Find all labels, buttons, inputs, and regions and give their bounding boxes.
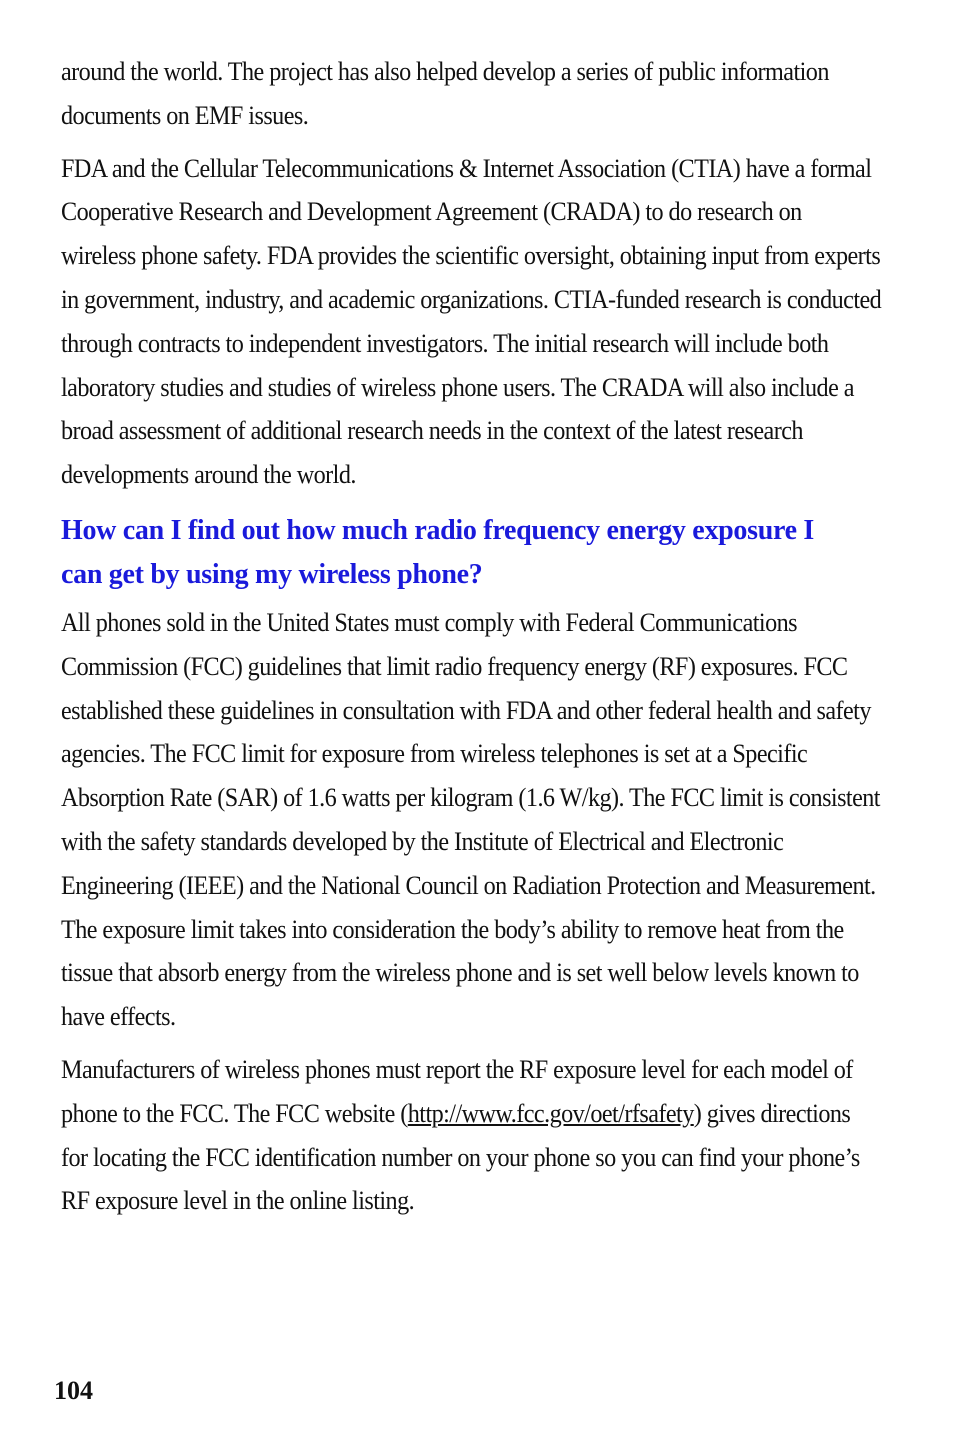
paragraph-emf-documents: around the world. The project has also helped develop a series of public information documents on EMF issues.: [61, 57, 829, 130]
paragraph-fcc-website: [61, 1048, 881, 1223]
page-number: 104: [54, 1376, 93, 1405]
page-content: [61, 50, 881, 1232]
fcc-rfsafety-link[interactable]: http://www.fcc.gov/oet/rfsafety: [407, 1098, 694, 1128]
paragraph-fcc-website-end: ) gives directions for locating the FCC identification number on your phone so you can find your phone’s RF exposure level in the online listing.: [61, 1098, 860, 1216]
section-heading: How can I find out how much radio frequency energy exposure I can get by using my wireless phone?: [61, 514, 815, 590]
paragraph-crada: FDA and the Cellular Telecommunications & Internet Association (CTIA) have a formal Cooperative Research and Development Agreement (CRADA) to do research on wireless phone safety. FDA provides the scientific oversight, obtaining input from experts in government, industry, and academic organizations. CTIA-funded research is conducted through contracts to independent investigators. The initial research will include both laboratory studies and studies of wireless phone users. The CRADA will also include a broad assessment of additional research needs in the context of the latest research developments around the world.: [61, 153, 882, 490]
paragraph-fcc-website-start: Manufacturers of wireless phones must report the RF exposure level for each model of phone to the FCC. The FCC website (: [61, 1054, 853, 1128]
paragraph-fcc-guidelines: All phones sold in the United States must comply with Federal Communications Commission (FCC) guidelines that limit radio frequency energy (RF) exposures. FCC established these guidelines in consultation with FDA and other federal health and safety agencies. The FCC limit for exposure from wireless telephones is set at a Specific Absorption Rate (SAR) of 1.6 watts per kilogram (1.6 W/kg). The FCC limit is consistent with the safety standards developed by the Institute of Electrical and Electronic Engineering (IEEE) and the National Council on Radiation Protection and Measurement. The exposure limit takes into consideration the body’s ability to remove heat from the tissue that absorb energy from the wireless phone and is set well below levels known to have effects.: [61, 607, 880, 1032]
